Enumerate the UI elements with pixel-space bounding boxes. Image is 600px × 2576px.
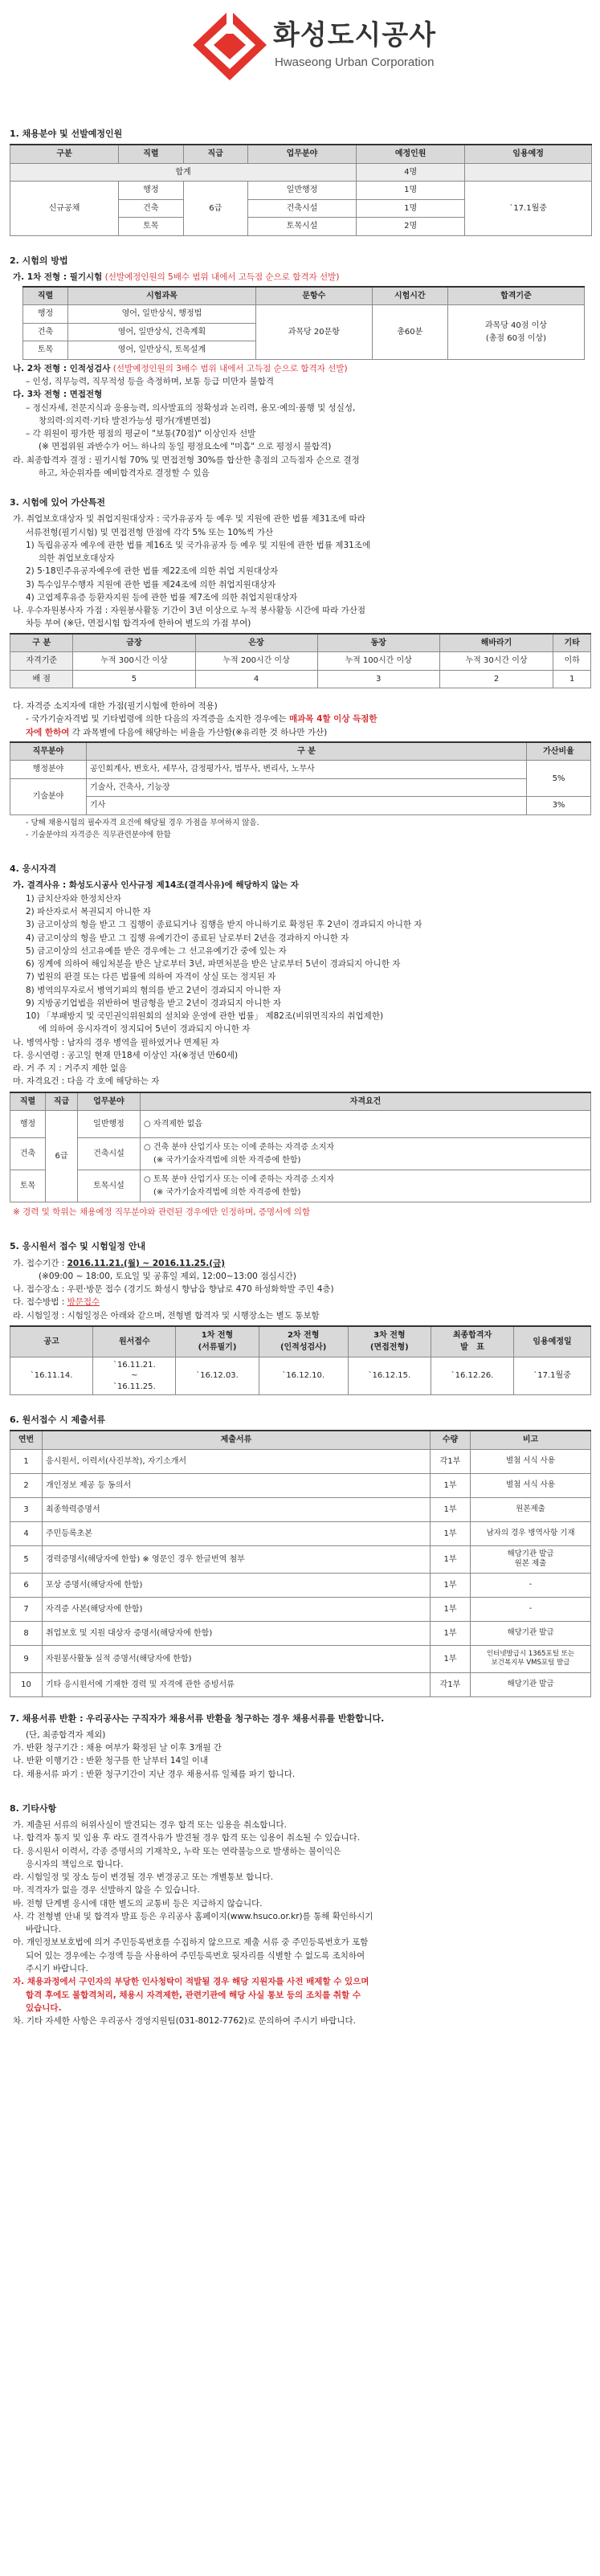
col-header: 자격요건 xyxy=(141,1092,591,1111)
points-cell: 4 xyxy=(195,670,317,688)
table-row: 7 자격증 사본(해당자에 한함) 1부 - xyxy=(10,1597,591,1621)
criteria-cell: 누적 300시간 이상 xyxy=(73,652,195,671)
table-row: 3 최종학력증명서 1부 원본제출 xyxy=(10,1497,591,1521)
table-row: 9 자원봉사활동 실적 증명서(해당자에 한함) 1부 인터넷발급시 1365포털 또는 보건복지부 VMS포털 발급 xyxy=(10,1645,591,1672)
other-item: 바. 전형 단계별 응시에 대한 별도의 교통비 등은 지급하지 않습니다. xyxy=(13,1898,263,1909)
exam-subject-table xyxy=(22,286,585,360)
certificate-table xyxy=(10,741,591,815)
count-cell: 1명 xyxy=(357,182,465,200)
disqualification-item: 에 의하여 응시자격이 정지되어 5년이 경과되지 아니한 자 xyxy=(39,1024,251,1035)
table-row xyxy=(10,182,592,200)
col-header: 업무분야 xyxy=(247,145,356,163)
rate-cell: 5% xyxy=(527,761,591,797)
schedule-cell: `16.12.10. xyxy=(259,1357,348,1395)
bonus-a-cont: 서류전형(필기시험) 및 면접전형 만점에 각각 5% 또는 10%씩 가산 xyxy=(26,527,274,537)
disqualification-item: 6) 징계에 의하여 해임처분을 받은 날로부터 3년, 파면처분을 받은 날로부터 5년이 경과되지 아니한 자 xyxy=(26,959,401,970)
criteria-cell: 누적 100시간 이상 xyxy=(317,652,439,671)
bonus-a-item: 4) 고엽제후유증 등환자지원 등에 관한 법률 제7조에 의한 취업지원대상자 xyxy=(26,592,298,602)
table-row: 2 개인정보 제공 등 동의서 1부 별첨 서식 사용 xyxy=(10,1473,591,1497)
col-header: 연번 xyxy=(10,1431,43,1449)
row-label: 자격기준 xyxy=(10,652,73,671)
documents-table xyxy=(10,1430,591,1697)
disqualification-item: 5) 금고이상의 선고유예를 받은 경우에는 그 선고유예기간 중에 있는 자 xyxy=(26,945,287,956)
volunteer-table xyxy=(10,633,591,689)
field-cell: 토목시설 xyxy=(78,1170,141,1202)
col-header: 최종합격자 발 표 xyxy=(431,1326,513,1357)
return-item: 가. 반환 청구기간 : 채용 여부가 확정된 날 이후 3개월 간 xyxy=(13,1743,222,1753)
other-item: 응시자의 책임으로 합니다. xyxy=(26,1859,124,1869)
schedule-cell: `16.12.26. xyxy=(431,1357,513,1395)
stage-3-item: 창의력·의지력·기타 발전가능성 평가(개별면접) xyxy=(39,415,211,426)
bonus-a-item: 3) 특수임무수행자 지원에 관한 법률 제24조에 의한 취업지원대상자 xyxy=(26,579,276,590)
qualification-footnote: ※ 경력 및 학위는 채용예정 직무분야와 관련된 경우에만 인정하며, 증명서에 의함 xyxy=(13,1207,311,1218)
contact-info: 차. 기타 자세한 사항은 우리공사 경영지원팀(031-8012-7762)로 문의하여 주시기 바랍니다. xyxy=(13,2016,356,2027)
table-row xyxy=(10,1111,591,1138)
return-item: 나. 반환 이행기간 : 반환 청구를 한 날부터 14일 이내 xyxy=(13,1756,208,1766)
other-item: 다. 응시원서 이력서, 각종 증명서의 기재착오, 누락 또는 연락불능으로 발생하는 불이익은 xyxy=(13,1846,341,1856)
table-row: 1 응시원서, 이력서(사진부착), 자기소개서 각1부 별첨 서식 사용 xyxy=(10,1449,591,1473)
section-5-title: 5. 응시원서 접수 및 시험일정 안내 xyxy=(10,1241,146,1252)
disqualification-item: 1) 금치산자와 한정치산자 xyxy=(26,893,121,904)
section-7-title: 7. 채용서류 반환 : 우리공사는 구직자가 채용서류 반환을 청구하는 경우 채용서류를 반환합니다. xyxy=(10,1713,385,1724)
series-cell: 토목 xyxy=(23,341,68,360)
table-row: 8 취업보호 및 지원 대상자 증명서(해당자에 한함) 1부 해당기관 발급 xyxy=(10,1621,591,1645)
stage-3-item: – 정신자세, 전문지식과 응용능력, 의사발표의 정확성과 논리력, 용모·예의·품행 및 성실성, xyxy=(26,402,356,413)
cert-list-cell: 기술사, 건축사, 기능장 xyxy=(87,778,527,797)
table-row: 10 기타 응시원서에 기재한 경력 및 자격에 관한 증빙서류 각1부 해당기관 발급 xyxy=(10,1672,591,1696)
header xyxy=(6,0,594,104)
col-header: 3차 전형 (면접전형) xyxy=(348,1326,431,1357)
series-cell: 건축 xyxy=(119,199,183,218)
other-item: 아. 개인정보보호법에 의거 주민등록번호를 수집하지 않으므로 제출 서류 중 주민등록번호가 포함 xyxy=(13,1937,369,1948)
other-item-warning: 합격 후에도 불합격처리, 채용시 자격제한, 관련기관에 해당 사실 통보 등의 조치를 취할 수 xyxy=(26,1990,361,2000)
stage-2-label: 나. 2차 전형 : 인적성검사 xyxy=(13,363,111,374)
table-row xyxy=(10,797,591,815)
bonus-c-item-cont: 자에 한하여 각 과목별에 다음에 해당하는 비율을 가산함(※유리한 것 하나만 가산) xyxy=(26,727,328,737)
field-cell: 건축시설 xyxy=(78,1138,141,1170)
exam-stage-3: 다. 3차 전형 : 면접전형 xyxy=(13,390,103,400)
col-header: 원서접수 xyxy=(93,1326,176,1357)
disqualification-item: 9) 지방공기업법을 위반하여 벌금형을 받고 2년이 경과되지 아니한 자 xyxy=(26,998,282,1008)
col-header: 은장 xyxy=(195,634,317,652)
col-header: 시험과목 xyxy=(68,287,256,305)
col-header: 문항수 xyxy=(255,287,372,305)
section-3 xyxy=(6,496,594,841)
col-header: 직급 xyxy=(183,145,247,163)
count-cell: 1명 xyxy=(357,199,465,218)
military-service: 나. 병역사항 : 남자의 경우 병역을 필하였거나 면제된 자 xyxy=(13,1037,219,1047)
application-place: 나. 접수장소 : 우편·방문 접수 (경기도 화성시 향남읍 향남로 470 하성화학발 주민 4층) xyxy=(13,1284,334,1295)
disqualification-item: 7) 법원의 판결 또는 다른 법률에 의하여 자격이 상실 또는 정지된 자 xyxy=(26,972,276,982)
other-item: 되어 있는 경우에는 수정액 등을 사용하여 주민등록번호 뒷자리를 식별할 수 없도록 조치하여 xyxy=(26,1950,365,1961)
col-header: 직급 xyxy=(46,1092,78,1111)
schedule-cell: `16.12.15. xyxy=(348,1357,431,1395)
total-row xyxy=(10,163,592,182)
section-6 xyxy=(6,1413,594,1697)
table-row xyxy=(10,778,591,797)
criteria-cell: 누적 30시간 이상 xyxy=(439,652,553,671)
bonus-a: 가. 취업보호대상자 및 취업지원대상자 : 국가유공자 등 예우 및 지원에 관한 법률 제31조에 따라 xyxy=(13,514,365,525)
points-cell: 2 xyxy=(439,670,553,688)
section-3-title: 3. 시험에 있어 가산특전 xyxy=(10,497,105,508)
field-cell: 행정분야 xyxy=(10,761,87,779)
col-header: 비고 xyxy=(471,1431,591,1449)
stage-2-note: (선발예정인원의 3배수 범위 내에서 고득점 순으로 합격자 선발) xyxy=(112,363,348,374)
count-cell: 2명 xyxy=(357,218,465,236)
col-header: 임용예정 xyxy=(465,145,592,163)
table-row xyxy=(10,1357,591,1395)
series-cell: 토목 xyxy=(119,218,183,236)
col-header: 기타 xyxy=(553,634,591,652)
field-cell: 일반행정 xyxy=(78,1111,141,1138)
disqualification-item: 4) 금고이상의 형을 받고 그 집행 유예기간이 종료된 날로부터 2년을 경과하지 아니한 자 xyxy=(26,933,349,943)
table-row xyxy=(23,305,585,324)
other-item: 가. 제출된 서류의 허위사실이 발견되는 경우 합격 또는 임용을 취소합니다. xyxy=(13,1820,288,1831)
section-8-title: 8. 기타사항 xyxy=(10,1803,57,1815)
col-header: 직렬 xyxy=(119,145,183,163)
cert-note: - 당해 채용시험의 필수자격 요건에 해당될 경우 가점을 부여하지 않음. xyxy=(26,818,259,827)
disqualification: 가. 결격사유 : 화성도시공사 인사규정 제14조(결격사유)에 해당하지 않는 자 xyxy=(13,880,299,891)
schedule-table xyxy=(10,1325,591,1396)
other-item: 나. 합격자 통지 및 임용 후 라도 결격사유가 발견될 경우 합격 또는 임용이 취소될 수 있습니다. xyxy=(13,1833,361,1843)
col-header: 구분 xyxy=(10,145,119,163)
table-header-row xyxy=(10,1326,591,1357)
requirement-cell: ○ 건축 분야 산업기사 또는 이에 준하는 자격증 소지자 (※ 국가기술자격법에 의한 자격증에 한함) xyxy=(141,1138,591,1170)
application-period: 가. 접수기간 : 2016.11.21.(월) ~ 2016.11.25.(금) xyxy=(13,1258,226,1268)
schedule-cell: `17.1월중 xyxy=(514,1357,591,1395)
table-header-row xyxy=(10,742,591,761)
col-header: 구 분 xyxy=(87,742,527,761)
residence-requirement: 라. 거 주 지 : 거주지 제한 없음 xyxy=(13,1063,127,1074)
group-cell: 신규공채 xyxy=(10,182,119,236)
criteria-cell: 이하 xyxy=(553,652,591,671)
field-cell: 기술분야 xyxy=(10,778,87,814)
col-header: 2차 전형 (인적성검사) xyxy=(259,1326,348,1357)
requirement-cell: ○ 토목 분야 산업기사 또는 이에 준하는 자격증 소지자 (※ 국가기술자격법에 의한 자격증에 한함) xyxy=(141,1170,591,1202)
stage-3-item: – 각 위원이 평가한 평점의 평균이 "보통(70점)" 이상인자 선발 xyxy=(26,429,256,439)
section-7 xyxy=(6,1712,594,1781)
table-row xyxy=(10,761,591,779)
bonus-a-item: 의한 취업보호대상자 xyxy=(39,553,115,564)
stage-3-item: (※ 면접위원 과반수가 어느 하나의 동일 평정요소에 "미흡" 으로 평정시 불합격) xyxy=(39,442,332,452)
bonus-a-item: 2) 5·18민주유공자예우에 관한 법률 제22조에 의한 취업 지원대상자 xyxy=(26,566,279,577)
bonus-c: 다. 자격증 소지자에 대한 가점(필기시험에 한하여 적용) xyxy=(13,701,218,712)
series-cell: 토목 xyxy=(10,1170,46,1202)
bonus-b-cont: 차등 부여 (※단, 면접시험 합격자에 한하여 별도의 가점 부여) xyxy=(26,618,251,629)
field-cell: 토목시설 xyxy=(247,218,356,236)
table-row: 4 주민등록초본 1부 남자의 경우 병역사항 기재 xyxy=(10,1521,591,1545)
age-requirement: 다. 응시연령 : 공고일 현재 만18세 이상인 자(※정년 만60세) xyxy=(13,1050,239,1060)
table-header-row xyxy=(10,1431,591,1449)
table-row xyxy=(10,670,591,688)
disqualification-item: 2) 파산자로서 복권되지 아니한 자 xyxy=(26,907,151,917)
other-item: 주시기 바랍니다. xyxy=(26,1963,88,1974)
col-header: 제출서류 xyxy=(43,1431,431,1449)
disqualification-item: 10) 「부패방지 및 국민권익위원회의 설치와 운영에 관한 법률」 제82조(비위면직자의 취업제한) xyxy=(26,1011,384,1022)
total-label: 합계 xyxy=(10,163,357,182)
col-header: 임용예정일 xyxy=(514,1326,591,1357)
series-cell: 행정 xyxy=(10,1111,46,1138)
field-cell: 일반행정 xyxy=(247,182,356,200)
requirement-cell: ○ 자격제한 없음 xyxy=(141,1111,591,1138)
qualification-table xyxy=(10,1092,591,1203)
grade-cell: 6급 xyxy=(46,1111,78,1202)
field-cell: 건축시설 xyxy=(247,199,356,218)
exam-stage-2 xyxy=(13,362,594,375)
section-4 xyxy=(6,862,594,1219)
col-header: 합격기준 xyxy=(447,287,584,305)
bonus-b: 나. 우수자원봉사자 가점 : 자원봉사활동 기간이 3년 이상으로 누적 봉사활동 시간에 따라 가산점 xyxy=(13,606,366,616)
rate-cell: 3% xyxy=(527,797,591,815)
disqualification-item: 8) 병역의무자로서 병역기피의 혐의를 받고 2년이 경과되지 아니한 자 xyxy=(26,985,282,995)
pass-criteria-1: 과목당 40점 이상 xyxy=(484,321,547,331)
other-item-warning: 자. 채용과정에서 구인자의 부당한 인사청탁이 적발될 경우 해당 지원자를 사전 배제할 수 있으며 xyxy=(13,1977,369,1987)
schedule-cell: `16.11.14. xyxy=(10,1357,93,1395)
final-decision-cont: 하고, 차순위자를 예비합격자로 결정할 수 있음 xyxy=(39,467,210,478)
section-1 xyxy=(6,127,594,236)
section-4-title: 4. 응시자격 xyxy=(10,863,57,875)
table-header-row xyxy=(23,287,585,305)
table-header-row xyxy=(10,145,592,163)
col-header: 해바라기 xyxy=(439,634,553,652)
col-header: 공고 xyxy=(10,1326,93,1357)
schedule-cell: `16.12.03. xyxy=(176,1357,259,1395)
pass-criteria-2: (총점 60점 이상) xyxy=(485,333,547,343)
section-5 xyxy=(6,1239,594,1395)
time-cell: 총60분 xyxy=(372,305,447,360)
table-header-row xyxy=(10,1092,591,1111)
subject-cell: 영어, 일반상식, 토목설계 xyxy=(68,341,256,360)
positions-table xyxy=(10,144,592,236)
other-item: 사. 각 전형별 안내 및 합격자 발표 등은 우리공사 홈페이지(www.hsuco.or.kr)를 통해 확인하시기 xyxy=(13,1911,373,1921)
questions-cell: 과목당 20문항 xyxy=(255,305,372,360)
return-item: 다. 채용서류 파기 : 반환 청구기간이 지난 경우 채용서류 일체를 파기 합니다. xyxy=(13,1769,296,1779)
bonus-c-item: - 국가기술자격법 및 기타법령에 의한 다음의 자격증을 소지한 경우에는 매과목 4할 이상 득점한 xyxy=(26,714,378,725)
table-row xyxy=(10,652,591,671)
section-2 xyxy=(6,254,594,480)
col-header: 수량 xyxy=(431,1431,471,1449)
col-header: 직렬 xyxy=(23,287,68,305)
bonus-a-item: 1) 독립유공자 예우에 관한 법률 제16조 및 국가유공자 등 예우 및 지원에 관한 법률 제31조에 xyxy=(26,540,371,550)
table-row: 5 경력증명서(해당자에 한함) ※ 영문인 경우 한글번역 첨부 1부 해당기관 발급 원본 제출 xyxy=(10,1545,591,1573)
pass-criteria-cell xyxy=(447,305,584,360)
cert-list-cell: 기사 xyxy=(87,797,527,815)
subject-cell: 영어, 일반상식, 건축계획 xyxy=(68,323,256,341)
col-header: 동장 xyxy=(317,634,439,652)
other-item: 바랍니다. xyxy=(26,1925,61,1935)
criteria-cell: 누적 200시간 이상 xyxy=(195,652,317,671)
cert-note: - 기술분야의 자격증은 직무관련분야에 한함 xyxy=(26,830,171,839)
col-header: 예정인원 xyxy=(357,145,465,163)
disqualification-item: 3) 금고이상의 형을 받고 그 집행이 종료되거나 집행을 받지 아니하기로 확정된 후 2년이 경과되지 아니한 자 xyxy=(26,920,422,930)
application-hours: (※09:00 ~ 18:00, 토요일 및 공휴일 제외, 12:00~13:00 점심시간) xyxy=(39,1271,296,1281)
exam-schedule-note: 라. 시험일정 : 시험일정은 아래와 같으며, 전형별 합격자 및 시행장소는 별도 통보함 xyxy=(13,1310,320,1321)
col-header: 1차 전형 (서류필기) xyxy=(176,1326,259,1357)
points-cell: 1 xyxy=(553,670,591,688)
final-decision: 라. 최종합격자 결정 : 필기시험 70% 및 면접전형 30%를 합산한 총점의 고득점자 순으로 결정 xyxy=(13,455,360,465)
col-header: 업무분야 xyxy=(78,1092,141,1111)
series-cell: 행정 xyxy=(23,305,68,324)
company-logo xyxy=(191,5,480,85)
table-header-row xyxy=(10,634,591,652)
points-cell: 5 xyxy=(73,670,195,688)
cert-list-cell: 공인회계사, 변호사, 세무사, 감정평가사, 법무사, 변리사, 노무사 xyxy=(87,761,527,779)
series-cell: 건축 xyxy=(23,323,68,341)
stage-1-note: (선발예정인원의 5배수 범위 내에서 고득점 순으로 합격자 선발) xyxy=(104,271,340,282)
points-cell: 3 xyxy=(317,670,439,688)
stage-1-label: 가. 1차 전형 : 필기시험 xyxy=(13,271,103,282)
col-header: 직렬 xyxy=(10,1092,46,1111)
hire-date-cell: `17.1월중 xyxy=(465,182,592,236)
return-note: (단, 최종합격자 제외) xyxy=(26,1729,106,1740)
table-row xyxy=(10,1138,591,1170)
col-header: 구 분 xyxy=(10,634,73,652)
qualification-requirement: 마. 자격요건 : 다음 각 호에 해당하는 자 xyxy=(13,1076,160,1087)
other-item: 라. 시험일정 및 장소 등이 변경될 경우 변경공고 또는 개별통보 합니다. xyxy=(13,1872,274,1883)
section-8 xyxy=(6,1802,594,2027)
col-header: 금장 xyxy=(73,634,195,652)
series-cell: 건축 xyxy=(10,1138,46,1170)
stage-2-item: – 인성, 직무능력, 직무적성 등을 측정하며, 보통 등급 미만자 불합격 xyxy=(26,377,275,387)
subject-cell: 영어, 일반상식, 행정법 xyxy=(68,305,256,324)
application-method: 다. 접수방법 : 방문접수 xyxy=(13,1297,100,1308)
section-1-title: 1. 채용분야 및 선발예정인원 xyxy=(10,129,123,139)
section-2-title: 2. 시험의 방법 xyxy=(10,255,68,266)
grade-cell: 6급 xyxy=(183,182,247,236)
section-6-title: 6. 원서접수 시 제출서류 xyxy=(10,1415,105,1426)
exam-stage-1 xyxy=(13,271,594,284)
other-item: 마. 적격자가 없을 경우 선발하지 않을 수 있습니다. xyxy=(13,1885,200,1896)
row-label: 배 점 xyxy=(10,670,73,688)
col-header: 시험시간 xyxy=(372,287,447,305)
logo-mark-icon xyxy=(191,8,268,82)
series-cell: 행정 xyxy=(119,182,183,200)
company-name-ko: 화성도시공사 xyxy=(273,19,437,51)
schedule-cell: `16.11.21. ~ `16.11.25. xyxy=(93,1357,176,1395)
table-row: 6 포상 증명서(해당자에 한함) 1부 - xyxy=(10,1573,591,1597)
col-header: 가산비율 xyxy=(527,742,591,761)
other-item-warning: 있습니다. xyxy=(26,2002,62,2013)
total-value: 4명 xyxy=(357,163,465,182)
table-row xyxy=(10,1170,591,1202)
company-name-en: Hwaseong Urban Corporation xyxy=(275,55,435,69)
col-header: 직무분야 xyxy=(10,742,87,761)
